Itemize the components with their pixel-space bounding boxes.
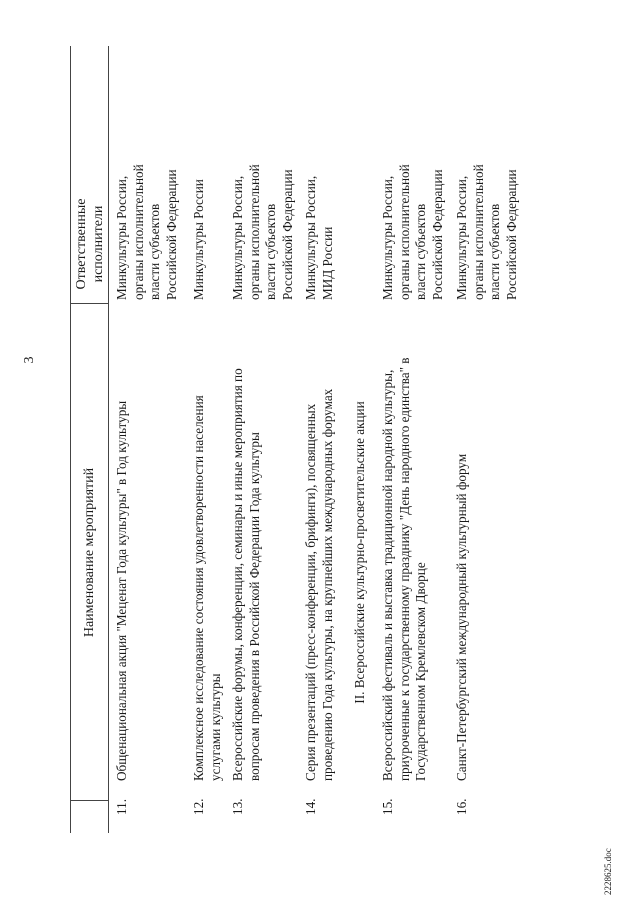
row-number: 11. bbox=[114, 799, 129, 815]
row-number: 12. bbox=[191, 798, 206, 815]
column-header-responsible: Ответственные исполнители bbox=[74, 198, 106, 290]
column-header-name: Наименование мероприятий bbox=[82, 467, 97, 638]
header-bottom-border bbox=[108, 46, 109, 833]
row-responsible: Минкультуры России, органы исполнительной власти субъектов Российской Федерации bbox=[230, 164, 295, 300]
row-name: Общенациональная акция "Меценат Года культуры" в Год культуры bbox=[114, 400, 129, 781]
row-name: Всероссийские форумы, конференции, семинары и иные мероприятия по вопросам проведения в Российской Федерации Года культуры bbox=[230, 368, 262, 781]
row-responsible: Минкультуры России, органы исполнительной власти субъектов Российской Федерации bbox=[380, 164, 445, 300]
row-responsible: Минкультуры России, органы исполнительной власти субъектов Российской Федерации bbox=[114, 164, 179, 300]
page-number: 3 bbox=[22, 356, 37, 364]
row-responsible: Минкультуры России, органы исполнительной власти субъектов Российской Федерации bbox=[454, 164, 519, 300]
row-number: 14. bbox=[303, 798, 318, 815]
section-heading: II. Всероссийские культурно-просветительские акции bbox=[352, 401, 367, 704]
table-top-border bbox=[70, 46, 71, 833]
row-name: Санкт-Петербургский международный культурный форум bbox=[454, 453, 469, 781]
row-number: 15. bbox=[380, 798, 395, 815]
row-number: 16. bbox=[454, 798, 469, 815]
row-responsible: Минкультуры России, МИД России bbox=[303, 175, 335, 300]
events-table bbox=[48, 46, 640, 833]
row-name: Всероссийский фестиваль и выставка традиционной народной культуры, приуроченные к государственному празднику "День народного единства" в Государственном Кремлевском Дворце bbox=[380, 357, 428, 781]
row-responsible: Минкультуры России bbox=[191, 179, 206, 300]
row-name: Серия презентаций (пресс-конференции, брифинги), посвященных проведению Года культуры, на крупнейших международных форумах bbox=[303, 388, 335, 781]
row-number: 13. bbox=[230, 798, 245, 815]
footer-filename: 2228625.doc bbox=[603, 848, 613, 895]
row-name: Комплексное исследование состояния удовлетворенности населения услугами культуры bbox=[191, 395, 223, 781]
